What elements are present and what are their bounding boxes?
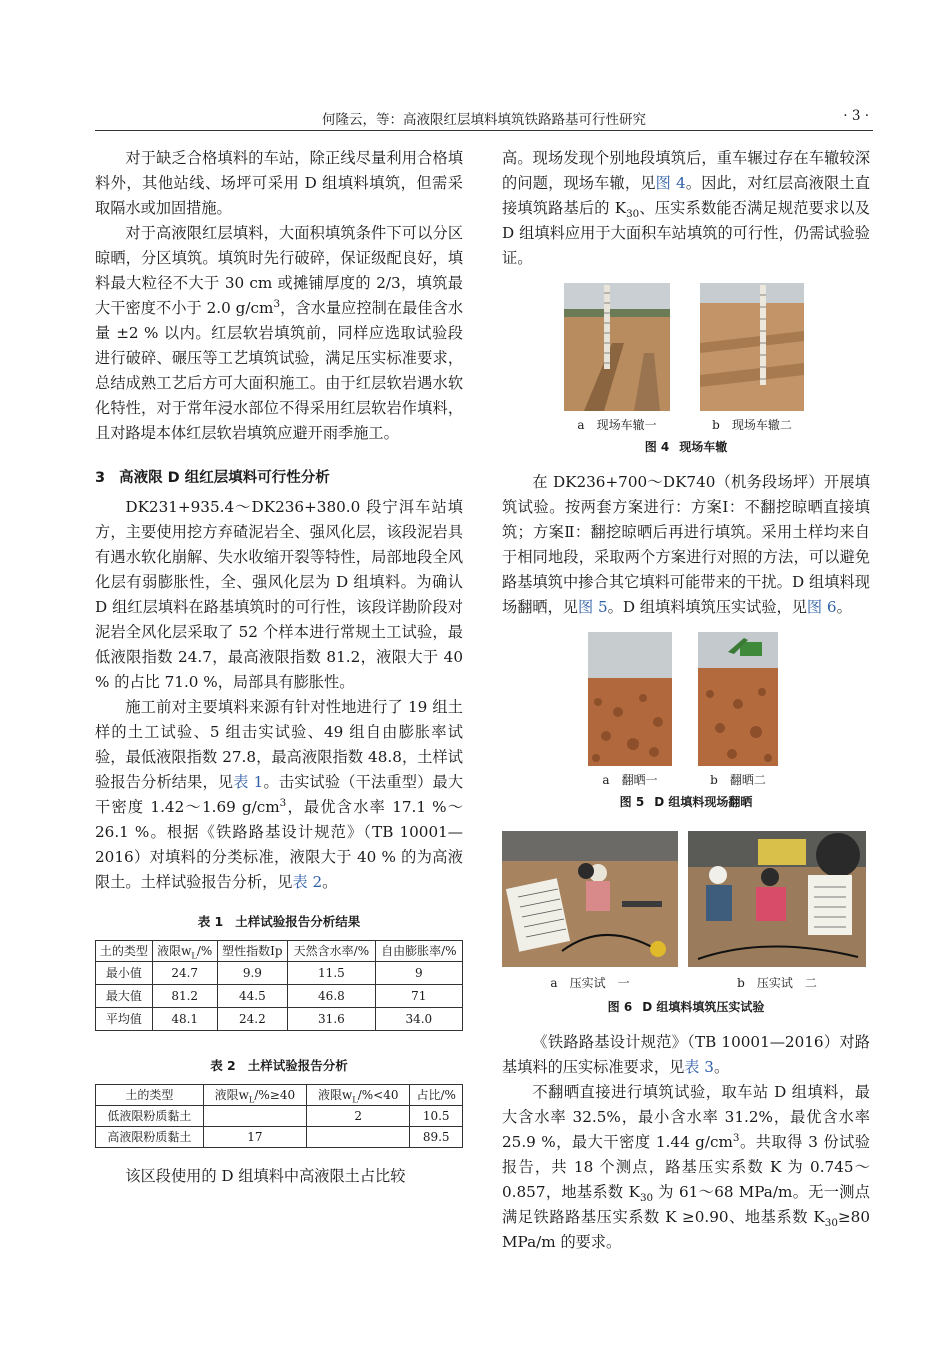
table-row: 高液限粉质黏土 17 89.5 [96,1127,463,1148]
page-number: · 3 · [843,108,869,124]
photo-drying-1 [588,632,672,766]
figure-6-caption: 图 6 D 组填料填筑压实试验 [607,1000,765,1014]
table-2-caption: 表 2 土样试验报告分析 [210,1058,348,1073]
figure-6-link[interactable]: 图 6 [806,598,837,616]
paragraph: 对于高液限红层填料，大面积填筑条件下可以分区晾晒，分区填筑。填筑时先行破碎，保证级配良好，填料最大粒径不大于 30 cm 或摊铺厚度的 2/3，填筑最大干密度不小于 2.0 $g/cm^3$，含水量应控制在最佳含水量 ±2 % 以内。红层软岩填筑前，同样应选取试验段进行破碎、碾压等工艺填筑试验，满足压实标准要求，总结成熟工艺后方可大面积施工。由于红层软岩遇水软化特性，对于常年浸水部位不得采用红层软岩作填料，且对路堤本体红层软岩填筑应避开雨季施工。 [95,224,464,442]
running-header [95,108,873,131]
subcaption-b: b 现场车辙二 [712,418,792,432]
figure-5-caption: 图 5 D 组填料现场翻晒 [619,795,753,809]
table-1-link[interactable]: 表 1 [233,773,264,791]
figure-5-link[interactable]: 图 5 [577,598,608,616]
figure-5 [502,628,870,787]
figure-6 [502,829,870,989]
subcaption-a: a 翻晒一 [602,773,658,787]
figure-4 [502,279,870,432]
subcaption-b: b 翻晒二 [710,773,766,787]
table-3-link[interactable]: 表 3 [684,1058,714,1076]
running-title: 何隆云，等：高液限红层填料填筑铁路路基可行性研究 [322,112,646,128]
table-1-caption: 表 1 土样试验报告分析结果 [197,914,361,929]
table-row: 最大值 81.2 44.5 46.8 71 [96,985,463,1008]
subcaption-a: a 压实试 一 [550,976,630,990]
table-row: 最小值 24.7 9.9 11.5 9 [96,962,463,985]
paragraph: 该区段使用的 D 组填料中高液限土占比较 [125,1167,406,1185]
table-header-row: 土的类型 液限$w_L/\%$ 塑性指数Ip 天然含水率/% 自由膨胀率/% [96,941,463,962]
table-1 [95,940,463,1031]
paragraph: 不翻晒直接进行填筑试验，取车站 D 组填料，最大含水率 32.5%，最小含水率 31.2%，最优含水率 25.9 %，最大干密度 1.44 $g/cm^3$。共取得 3 份试验报告，共 18 个测点，路基压实系数 K 为 0.745～0.857，地基系数 $K_{30}$ 为 61～68 MPa/m。无一测点满足铁路路基压实系数 K ≥0.90、地基系数 $K_{30}\ge 80$ MPa/m 的要求。 [502,1083,870,1251]
table-row: 低液限粉质黏土 2 10.5 [96,1106,463,1127]
table-row: 平均值 48.1 24.2 31.6 34.0 [96,1008,463,1031]
subcaption-b: b 压实试 二 [737,976,817,990]
section-heading: 3 高液限 D 组红层填料可行性分析 [95,470,330,486]
table-2 [95,1084,463,1148]
photo-compaction-1 [502,831,678,967]
paragraph: 施工前对主要填料来源有针对性地进行了 19 组土样的土工试验、5 组击实试验、49 组自由膨胀率试验，最低液限指数 27.8，最高液限指数 48.8，土样试验报告分析结果，见表 1。击实试验（干法重型）最大干密度 1.42～1.69 $g/cm^3$，最优含水率 17.1 %～26.1 %。根据《铁路路基设计规范》（TB 10001—2016）对填料的分类标准，液限大于 40 % 的为高液限土。土样试验报告分析，见表 2。 [95,698,464,891]
photo-drying-2 [698,632,778,766]
paragraph: 在 DK236+700～DK740（机务段场坪）开展填筑试验。按两套方案进行：方案Ⅰ：不翻挖晾晒直接填筑；方案Ⅱ：翻挖晾晒后再进行填筑。采用土样均来自于相同地段，采取两个方案进行对照的方法，可以避免路基填筑中掺合其它填料可能带来的干扰。D 组填料现场翻晒，见图 5。D 组填料填筑压实试验，见图 6。 [502,473,870,616]
paragraph: 对于缺乏合格填料的车站，除正线尽量利用合格填料外，其他站线、场坪可采用 D 组填料填筑，但需采取隔水或加固措施。 [95,149,463,217]
photo-compaction-2 [688,831,866,967]
table-2-link[interactable]: 表 2 [292,873,323,891]
paragraph: 《铁路路基设计规范》（TB 10001—2016）对路基填料的压实标准要求，见表 3。 [502,1033,870,1076]
figure-4-link[interactable]: 图 4 [655,174,686,192]
figure-4-caption: 图 4 现场车辙 [644,440,728,454]
left-column [95,146,463,1189]
photo-rut-2 [700,283,804,411]
right-column [502,146,870,1255]
table-header-row: 土的类型 液限$w_L/\%\ge 40$ 液限$w_L/\%<40$ 占比/% [96,1085,463,1106]
subcaption-a: a 现场车辙一 [577,418,657,432]
paragraph: 高。现场发现个别地段填筑后，重车辗过存在车辙较深的问题，现场车辙，见图 4。因此，对红层高液限土直接填筑路基后的 $K_{30}$、压实系数能否满足规范要求以及 D 组填料应用于大面积车站填筑的可行性，仍需试验验证。 [502,149,871,267]
paragraph: DK231+935.4～DK236+380.0 段宁洱车站填方，主要使用挖方弃碴泥岩全、强风化层，该段泥岩具有遇水软化崩解、失水收缩开裂等特性，局部地段全风化层有弱膨胀性，全、强风化层为 D 组填料。为确认 D 组红层填料在路基填筑时的可行性，该段详勘阶段对泥岩全风化层采取了 52 个样本进行常规土工试验，最低液限指数 24.7，最高液限指数 81.2，液限大于 40 % 的占比 71.0 %，局部具有膨胀性。 [95,498,463,691]
photo-rut-1 [564,283,670,411]
